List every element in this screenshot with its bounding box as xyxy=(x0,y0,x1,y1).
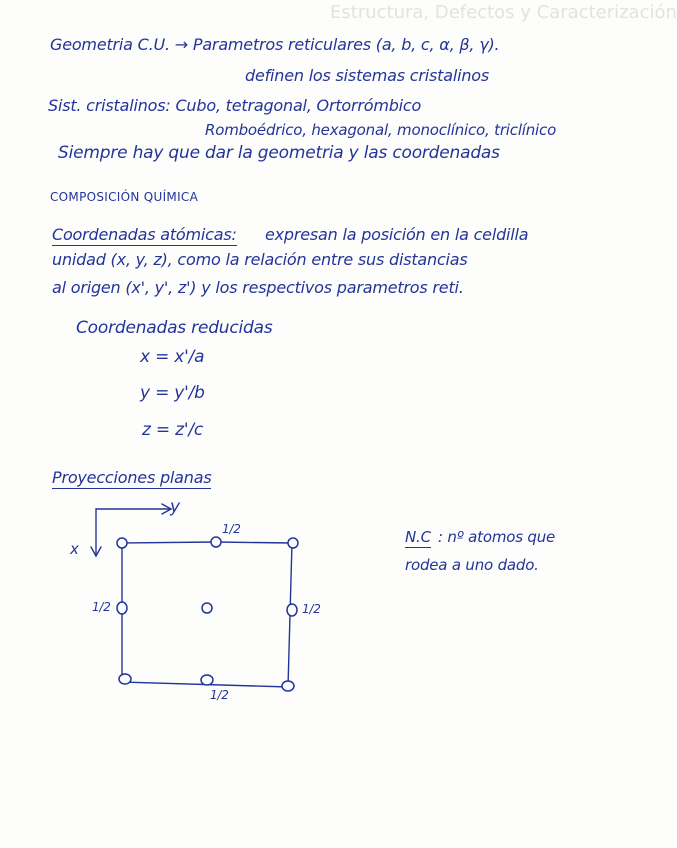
label-half-top: 1/2 xyxy=(222,522,241,536)
label-half-right: 1/2 xyxy=(302,602,321,616)
line-expresan: expresan la posición en la celdilla xyxy=(265,225,529,244)
line-unidad: unidad (x, y, z), como la relación entre sus distancias xyxy=(52,250,468,269)
atom-corner-bottom-left xyxy=(119,674,131,684)
term-coordenadas-atomicas: Coordenadas atómicas: xyxy=(52,225,237,244)
atom-edge-right xyxy=(287,604,297,616)
label-half-bottom: 1/2 xyxy=(210,688,229,702)
atom-corner-top-right xyxy=(288,538,298,548)
equation-y: y = y'/b xyxy=(140,383,205,403)
equation-z: z = z'/c xyxy=(142,420,204,440)
label-axis-y: y xyxy=(170,497,180,517)
atom-edge-top xyxy=(211,537,221,547)
line-romboedrico: Romboédrico, hexagonal, monoclínico, triclínico xyxy=(205,121,557,139)
cell-outline xyxy=(122,543,292,687)
heading-proyecciones-planas: Proyecciones planas xyxy=(52,468,212,487)
bleed-through-header: Estructura, Defectos y Caracterización xyxy=(330,2,677,23)
cell-top-edge-right xyxy=(215,542,292,543)
line-al-origen: al origen (x', y', z') y los respectivos parametros reti. xyxy=(52,278,464,297)
cell-top-edge xyxy=(122,542,215,543)
atom-center xyxy=(202,603,212,613)
line-nc-definition: : nº atomos que xyxy=(438,528,556,546)
label-axis-x: x xyxy=(70,540,79,558)
label-half-left: 1/2 xyxy=(92,600,111,614)
equation-x: x = x'/a xyxy=(140,347,205,367)
atom-corner-top-left xyxy=(117,538,127,548)
atom-edge-left xyxy=(117,602,127,614)
atom-edge-bottom xyxy=(201,675,213,685)
heading-coordenadas-reducidas: Coordenadas reducidas xyxy=(76,318,273,338)
term-nc: N.C xyxy=(405,528,431,546)
line-rodea: rodea a uno dado. xyxy=(405,556,539,574)
line-sist-cristalinos: Sist. cristalinos: Cubo, tetragonal, Ortorrómbico xyxy=(48,96,422,115)
line-siempre: Siempre hay que dar la geometria y las coordenadas xyxy=(58,143,500,163)
heading-composicion-quimica: COMPOSICIÓN QUÍMICA xyxy=(50,190,199,204)
atom-corner-bottom-right xyxy=(282,681,294,691)
line-definen: definen los sistemas cristalinos xyxy=(245,66,489,85)
line-geometria: Geometria C.U. → Parametros reticulares (a, b, c, α, β, γ). xyxy=(50,35,500,54)
